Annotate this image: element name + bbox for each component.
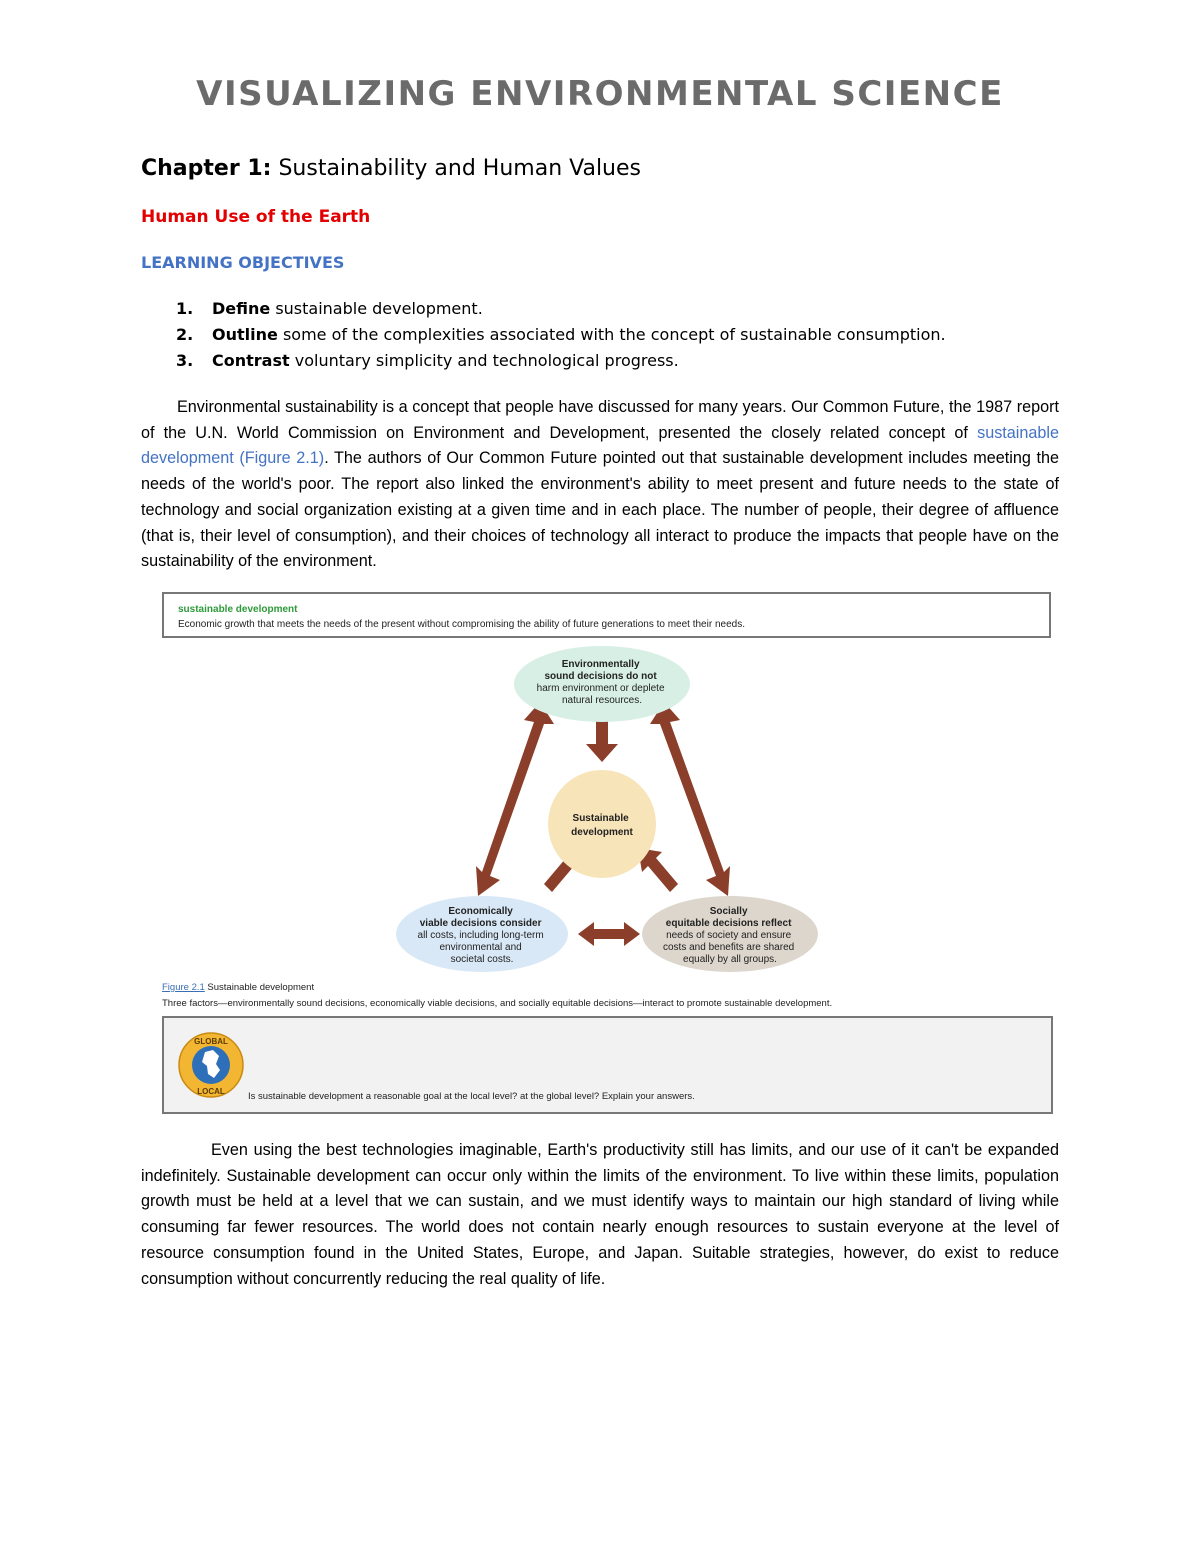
paragraph-text: . The authors of Our Common Future pointed out that sustainable development includes meeting the needs of the world's poor. The report also linked the environment's ability to meet present and future needs to the state of technology and social organization existing at a given time and in each place. The number of people, their degree of affluence (that is, their level of consumption), and their choices of technology all interact to produce the impacts that people have on the sustainability of the environment. <box>141 449 1060 571</box>
body-paragraph-1 <box>141 395 1059 575</box>
node-economic-text: Economically viable decisions consider all costs, including long-term environmental and societal costs. <box>417 906 544 965</box>
chapter-title: Sustainability and Human Values <box>278 156 642 181</box>
figure-2-1 <box>162 590 1057 1116</box>
definition-box <box>162 592 1051 638</box>
objective-verb: Define <box>212 299 271 318</box>
objective-number: 2. <box>176 325 194 344</box>
objective-number: 1. <box>176 299 194 318</box>
objective-verb: Outline <box>212 325 278 344</box>
objectives-list <box>176 296 946 374</box>
section-heading: Human Use of the Earth <box>141 207 371 227</box>
figure-caption <box>162 982 1051 993</box>
node-center-text: Sustainable development <box>571 813 633 838</box>
svg-text:LOCAL: LOCAL <box>197 1087 225 1096</box>
svg-text:GLOBAL: GLOBAL <box>194 1037 228 1046</box>
question-box <box>162 1016 1053 1114</box>
objective-text: voluntary simplicity and technological progress. <box>294 351 679 370</box>
global-local-icon <box>178 1032 244 1098</box>
page-title: VISUALIZING ENVIRONMENTAL SCIENCE <box>196 74 1004 114</box>
term-link[interactable]: sustainable development <box>141 423 1059 468</box>
objective-item <box>176 296 946 322</box>
objective-text: some of the complexities associated with the concept of sustainable consumption. <box>282 325 946 344</box>
sustainability-diagram <box>394 644 824 974</box>
chapter-heading <box>141 156 641 181</box>
paragraph-text: Environmental sustainability is a concept that people have discussed for many years. Our Common Future, the 1987 report of the U.N. World Commission on Environment and Development, presented the closely related concept of <box>141 398 1059 442</box>
objective-item <box>176 348 946 374</box>
figure-caption-text: Three factors—environmentally sound decisions, economically viable decisions, and socially equitable decisions—interact to promote sustainable development. <box>162 998 833 1009</box>
objective-text: sustainable development. <box>275 299 483 318</box>
objective-item <box>176 322 946 348</box>
node-environmental-text: Environmentally sound decisions do not harm environment or deplete natural resources. <box>536 659 665 706</box>
figure-caption-link[interactable]: Figure 2.1 <box>162 982 205 993</box>
arrow-env-to-center <box>586 718 618 762</box>
node-center <box>548 770 656 878</box>
objective-verb: Contrast <box>212 351 290 370</box>
definition-term: sustainable development <box>178 604 298 615</box>
node-social-text: Socially equitable decisions reflect needs of society and ensure costs and benefits are shared equally by all groups. <box>663 906 795 965</box>
question-text: Is sustainable development a reasonable goal at the local level? at the global level? Explain your answers. <box>248 1091 695 1102</box>
arrow-env-econ <box>476 702 554 896</box>
arrow-econ-social <box>578 922 640 946</box>
definition-text: Economic growth that meets the needs of the present without compromising the ability of future generations to meet their needs. <box>178 619 745 630</box>
figure-caption-title: Sustainable development <box>207 982 315 993</box>
figure-link[interactable]: (Figure 2.1) <box>239 449 325 468</box>
body-paragraph-2: Even using the best technologies imaginable, Earth's productivity still has limits, and our use of it can't be expanded indefinitely. Sustainable development can occur only within the limits of the environment. To live within these limits, population growth must be held at a level that we can sustain, and we must identify ways to maintain our high standard of living while consuming far fewer resources. The world does not contain nearly enough resources to sustain everyone at the level of resource consumption found in the United States, Europe, and Japan. Suitable strategies, however, do exist to reduce consumption without concurrently reducing the real quality of life. <box>141 1141 1059 1288</box>
chapter-label: Chapter 1: <box>141 156 272 181</box>
objectives-heading: LEARNING OBJECTIVES <box>141 253 345 272</box>
objective-number: 3. <box>176 351 194 370</box>
